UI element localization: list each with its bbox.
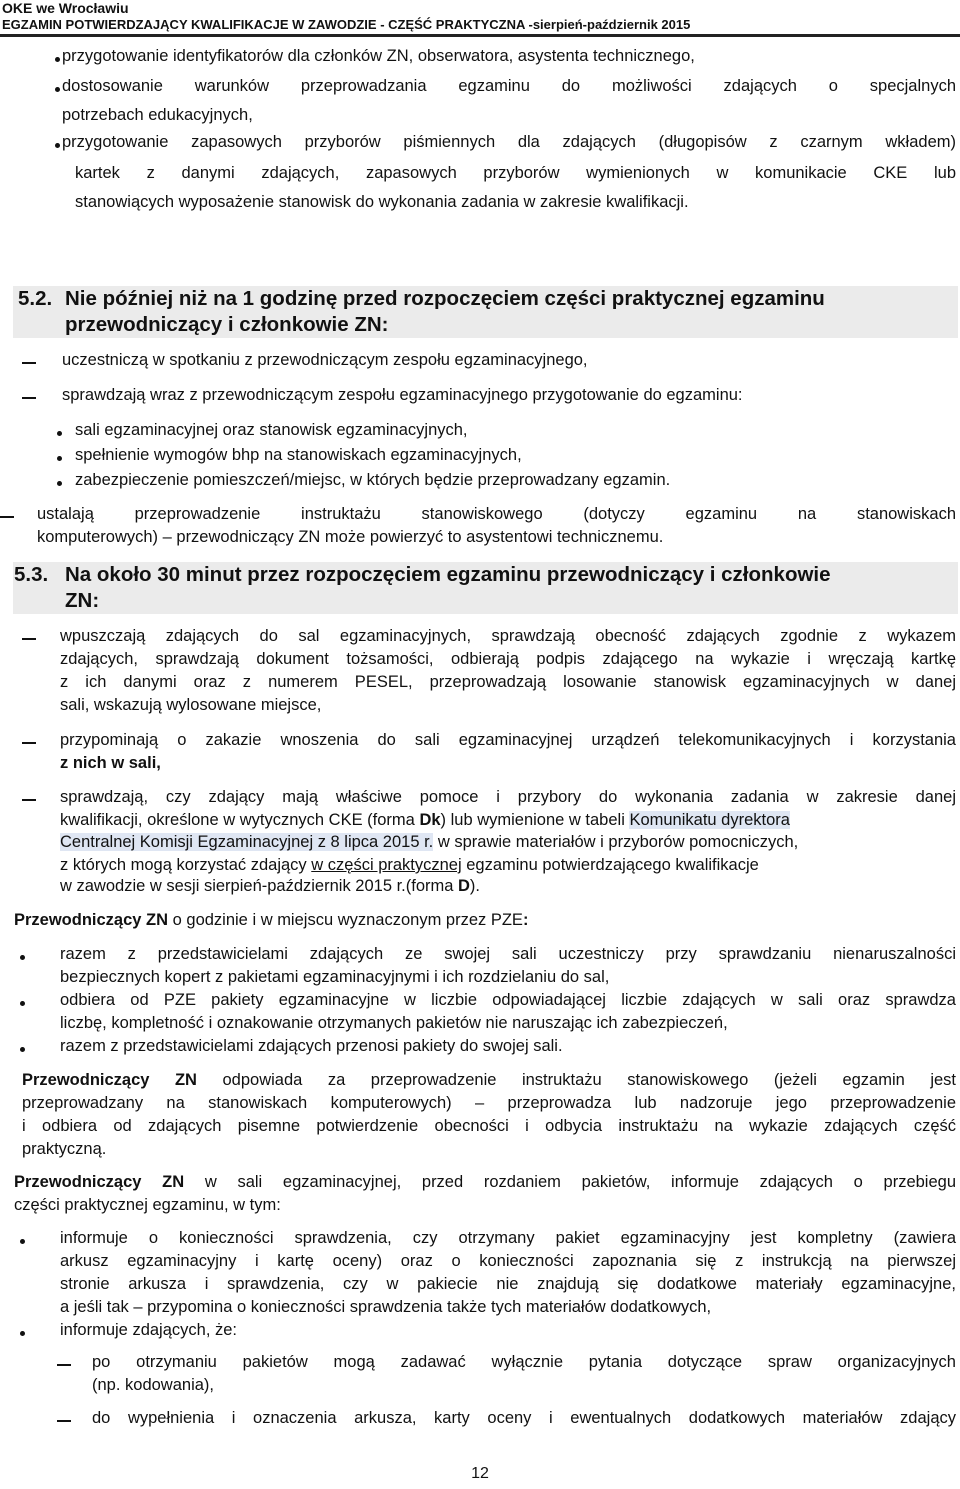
- bullet-icon: [20, 1239, 25, 1244]
- text-span: o godzinie i w miejscu wyznaczonym przez PZE: [168, 911, 523, 929]
- list-item: razem z przedstawicielami zdających przenosi pakiety do swojej sali.: [60, 1037, 563, 1055]
- list-item: wpuszczają zdających do sal egzaminacyjnych, sprawdzają obecność zdających zgodnie z wykazem: [60, 627, 956, 645]
- form-code: D: [458, 877, 470, 895]
- paragraph-lead: [14, 910, 528, 931]
- dash-icon: [22, 638, 36, 640]
- bullet-icon: [57, 481, 62, 486]
- list-item-continuation: stanowiących wyposażenie stanowisk do wykonania zadania w zakresie kwalifikacji.: [75, 193, 689, 211]
- list-item-continuation: (np. kodowania),: [92, 1376, 214, 1394]
- dash-icon: [22, 799, 36, 801]
- dash-icon: [57, 1364, 71, 1366]
- highlighted-text: Centralnej Komisji Egzaminacyjnej z 8 lipca 2015 r.: [60, 833, 434, 851]
- list-item: przygotowanie zapasowych przyborów piśmiennych dla zdających (długopisów z czarnym wkładem): [62, 133, 956, 151]
- list-item: uczestniczą w spotkaniu z przewodniczącym zespołu egzaminacyjnego,: [62, 351, 588, 369]
- text-span: ) lub wymienione w tabeli: [440, 811, 630, 829]
- list-item-continuation: [60, 832, 956, 853]
- list-item: sprawdzają, czy zdający mają właściwe pomoce i przybory do wykonania zadania w zakresie danej: [60, 788, 956, 806]
- list-item-continuation: [60, 855, 956, 876]
- list-item-continuation: bezpiecznych kopert z pakietami egzaminacyjnymi i ich rozdzielaniu do sal,: [60, 968, 610, 986]
- list-item-continuation: [60, 810, 956, 831]
- text-span: odpowiada za przeprowadzenie instruktażu stanowiskowego (jeżeli egzamin jest: [196, 1071, 956, 1089]
- sub-list-item: sali egzaminacyjnej oraz stanowisk egzaminacyjnych,: [75, 421, 468, 439]
- list-item-continuation: [60, 876, 480, 897]
- text-span: w sprawie materiałów i przyborów pomocniczych,: [433, 833, 799, 851]
- text-span: w sali egzaminacyjnej, przed rozdaniem pakietów, informuje zdających o przebiegu: [184, 1173, 956, 1191]
- header-title: EGZAMIN POTWIERDZAJĄCY KWALIFIKACJE W ZAWODZIE - CZĘŚĆ PRAKTYCZNA -sierpień-październik 2015: [2, 17, 691, 32]
- paragraph-line: przeprowadzany na stanowiskach komputerowych) – przeprowadza lub nadzoruje jego przeprowadzenie: [22, 1094, 956, 1112]
- bullet-icon: [20, 1001, 25, 1006]
- paragraph-line: i odbiera od zdających pisemne potwierdzenie obecności i odbycia instruktażu na wykazie zdających część: [22, 1117, 956, 1135]
- list-item: sprawdzają wraz z przewodniczącym zespołu egzaminacyjnego przygotowanie do egzaminu:: [62, 386, 743, 404]
- bullet-icon: [20, 955, 25, 960]
- list-item: po otrzymaniu pakietów mogą zadawać wyłącznie pytania dotyczące spraw organizacyjnych: [92, 1353, 956, 1371]
- list-item-continuation: arkusz egzaminacyjny i kartę oceny) oraz o konieczności zapoznania się z instrukcją na pierwszej: [60, 1252, 956, 1270]
- list-item: przygotowanie identyfikatorów dla członków ZN, obserwatora, asystenta technicznego,: [62, 47, 695, 65]
- sub-list-item: zabezpieczenie pomieszczeń/miejsc, w których będzie przeprowadzany egzamin.: [75, 471, 671, 489]
- list-item: odbiera od PZE pakiety egzaminacyjne w liczbie odpowiadającej liczbie zdających w sali oraz sprawdza: [60, 991, 956, 1009]
- bullet-icon: [55, 57, 60, 62]
- section-number: 5.2.: [18, 287, 53, 310]
- page-number: 12: [471, 1465, 489, 1482]
- list-item-continuation: komputerowych) – przewodniczący ZN może powierzyć to asystentowi technicznemu.: [37, 528, 664, 546]
- page-header: [0, 0, 960, 37]
- paragraph-line: części praktycznej egzaminu, w tym:: [14, 1196, 281, 1214]
- dash-icon: [22, 742, 36, 744]
- section-5-2-heading: [13, 286, 958, 338]
- list-item: informuje o konieczności sprawdzenia, czy otrzymany pakiet egzaminacyjny jest kompletny (zawiera: [60, 1229, 956, 1247]
- section-number: 5.3.: [14, 563, 49, 586]
- paragraph-line: praktyczną.: [22, 1140, 107, 1158]
- list-item: do wypełnienia i oznaczenia arkusza, karty oceny i ewentualnych dodatkowych materiałów zdający: [92, 1409, 956, 1427]
- sub-list-item: spełnienie wymogów bhp na stanowiskach egzaminacyjnych,: [75, 446, 522, 464]
- dash-icon: [0, 516, 14, 518]
- dash-icon: [57, 1420, 71, 1422]
- section-title-line: Na około 30 minut przez rozpoczęciem egzaminu przewodniczący i członkowie: [65, 563, 831, 586]
- text-span: w zawodzie w sesji sierpień-październik 2015 r.(forma: [60, 877, 458, 895]
- list-item-continuation: liczbę, kompletność i oznakowanie otrzymanych pakietów nie naruszając ich zabezpieczeń,: [60, 1014, 728, 1032]
- bullet-icon: [55, 87, 60, 92]
- bullet-icon: [57, 431, 62, 436]
- list-item: informuje zdających, że:: [60, 1321, 237, 1339]
- text-span: z których mogą korzystać zdający: [60, 856, 312, 874]
- bullet-icon: [20, 1331, 25, 1336]
- list-item-continuation: zdających, sprawdzają dokument tożsamości, odbierają podpis zdającego na wykazie i wręczają kartkę: [60, 650, 956, 668]
- list-item-continuation: z ich danymi oraz z numerem PESEL, przeprowadzają losowanie stanowisk egzaminacyjnych w danej: [60, 673, 956, 691]
- form-code: Dk: [419, 811, 441, 829]
- text-span: egzaminu potwierdzającego kwalifikacje: [461, 856, 759, 874]
- paragraph-line: [14, 1172, 956, 1193]
- paragraph-line: [22, 1070, 956, 1091]
- underlined-text: w części praktycznej: [311, 856, 462, 874]
- list-item-continuation: stronie arkusza i sprawdzenia, czy w pakiecie nie znajdują się dodatkowe materiały egzaminacyjne,: [60, 1275, 956, 1293]
- header-org: OKE we Wrocławiu: [2, 0, 129, 16]
- highlighted-text: Komunikatu dyrektora: [629, 811, 790, 829]
- list-item-continuation: a jeśli tak – przypomina o konieczności sprawdzenia także tych materiałów dodatkowych,: [60, 1298, 712, 1316]
- bullet-icon: [55, 143, 60, 148]
- bullet-icon: [57, 456, 62, 461]
- text-span: :: [522, 911, 529, 929]
- dash-icon: [22, 397, 36, 399]
- list-item: przypominają o zakazie wnoszenia do sali egzaminacyjnej urządzeń telekomunikacyjnych i korzystania: [60, 731, 956, 749]
- section-title-line: ZN:: [65, 589, 100, 612]
- role-name: Przewodniczący ZN: [14, 911, 169, 929]
- list-item-continuation: sali, wskazują wylosowane miejsce,: [60, 696, 322, 714]
- dash-icon: [22, 362, 36, 364]
- list-item-continuation: z nich w sali,: [60, 754, 161, 772]
- section-title-line: przewodniczący i członkowie ZN:: [65, 313, 389, 336]
- section-title-line: Nie później niż na 1 godzinę przed rozpoczęciem części praktycznej egzaminu: [65, 287, 825, 310]
- section-5-3-heading: [13, 562, 958, 614]
- list-item: dostosowanie warunków przeprowadzania egzaminu do możliwości zdających o specjalnych: [62, 77, 956, 95]
- list-item: ustalają przeprowadzenie instruktażu stanowiskowego (dotyczy egzaminu na stanowiskach: [37, 505, 956, 523]
- role-name: Przewodniczący ZN: [14, 1173, 185, 1191]
- list-item-continuation: kartek z danymi zdających, zapasowych przyborów wymienionych w komunikacie CKE lub: [75, 164, 956, 182]
- list-item-continuation: potrzebach edukacyjnych,: [62, 106, 253, 124]
- list-item: razem z przedstawicielami zdających ze swojej sali uczestniczy przy sprawdzaniu nienaruszalności: [60, 945, 956, 963]
- bullet-icon: [20, 1047, 25, 1052]
- role-name: Przewodniczący ZN: [22, 1071, 197, 1089]
- text-span: ).: [469, 877, 481, 895]
- text-span: kwalifikacji, określone w wytycznych CKE (forma: [60, 811, 420, 829]
